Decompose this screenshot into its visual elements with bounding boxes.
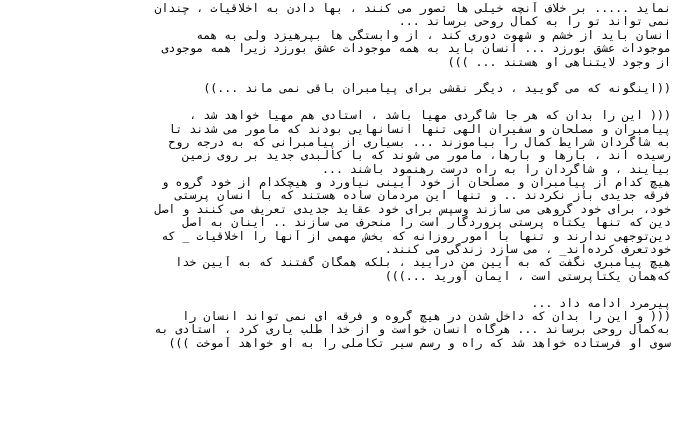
text-line: ((( و این را بدان که داخل شدن در هیچ گروه و فرقه ای نمی تواند انسان را	[182, 309, 671, 323]
paragraph-gap	[6, 283, 671, 296]
text-line: هیچ کدام از پیامبران و مصلحان از خود آیینی نیاورد و هیچکدام از خود گروه و	[161, 176, 671, 190]
text-line: ((( این را بدان که هر جا شاگردی مهیا باشد ، استادی هم مهیا خواهد شد ،	[189, 109, 671, 123]
text-line: ((اینگونه که می گویید ، دیگر نقشی برای پیامبران باقی نمی ماند ...))	[203, 82, 671, 96]
text-line: انسان باید از خشم و شهوت دوری کند ، از وابستگی ها بپرهیزد ولی به همه	[196, 28, 671, 42]
text-line: دین که تنها یکتاه پرستی پروردگار است را منحرف می سازند .. اینان به اصل	[182, 216, 671, 230]
paragraph-continuation	[6, 297, 671, 351]
text-line: خودتعرف کرده‌اند_ ، می سازد زندگی می کنند.	[384, 243, 671, 257]
paragraph-gap	[6, 96, 671, 109]
paragraph-answer	[6, 109, 671, 283]
text-line: موجودات عشق بورزد ... انسان باید به همه موجودات عشق بورزد زیرا همه موجودی	[161, 42, 671, 56]
text-line: پیرمرد ادامه داد ...	[531, 296, 671, 310]
text-line: نماید ..... بر خلاف آنچه خیلی ها تصور می کنند ، بها دادن به اخلاقیات ، چندان	[154, 2, 671, 15]
text-line: از وجود لایتناهی او هستند ... )))	[447, 55, 671, 69]
text-line: نمی تواند تو را به کمال روحی برساند ...	[398, 15, 671, 29]
text-line: به‌کمال روحی برساند ... هرگاه انسان خواست و از خدا طلب یاری کرد ، استادی به	[154, 323, 671, 337]
paragraph-intro	[6, 2, 671, 69]
text-line: فرقه جدیدی باز نکردند .. و تنها این مردمان ساده هستند که با انسان پرستی	[175, 189, 671, 203]
paragraph-gap	[6, 69, 671, 82]
text-line: رسیده اند ، بارها و بارها، مامور می شوند که با کالبدی جدید بر روی زمین	[182, 149, 671, 163]
text-line: پیامبران و مصلحان و سفیران الهی تنها انسانهایی بودند که مامور می شدند تا	[168, 122, 671, 136]
text-line: که‌همان یکتاپرستی است ، ایمان آورید ...)))	[384, 269, 671, 283]
text-line: بیایند ، و شاگردان را به راه درست رهنمود باشند ...	[321, 162, 671, 176]
paragraph-question	[6, 82, 671, 95]
text-line: سوی او فرستاده خواهد شد که راه و رسم سیر تکاملی را به او خواهد آموخت )))	[168, 336, 671, 350]
text-line: به شاگردان شرایط کمال را بیاموزند ... بسیاری از پیامبرانی که به درجه روح	[168, 135, 671, 149]
text-line: دین‌توجهی ندارند و تنها با امور روزانه که بخش مهمی از آنها را اخلاقیات _ که	[161, 229, 671, 243]
text-line: خود، برای خود گروهی می سازند وسپس برای خود عقاید جدیدی تعریف می کنند و اصل	[154, 202, 671, 216]
text-line: هیچ پیامبری نگفت که به آیین من درآیید ، بلکه همگان گفتند که به آیین خدا	[175, 256, 671, 270]
